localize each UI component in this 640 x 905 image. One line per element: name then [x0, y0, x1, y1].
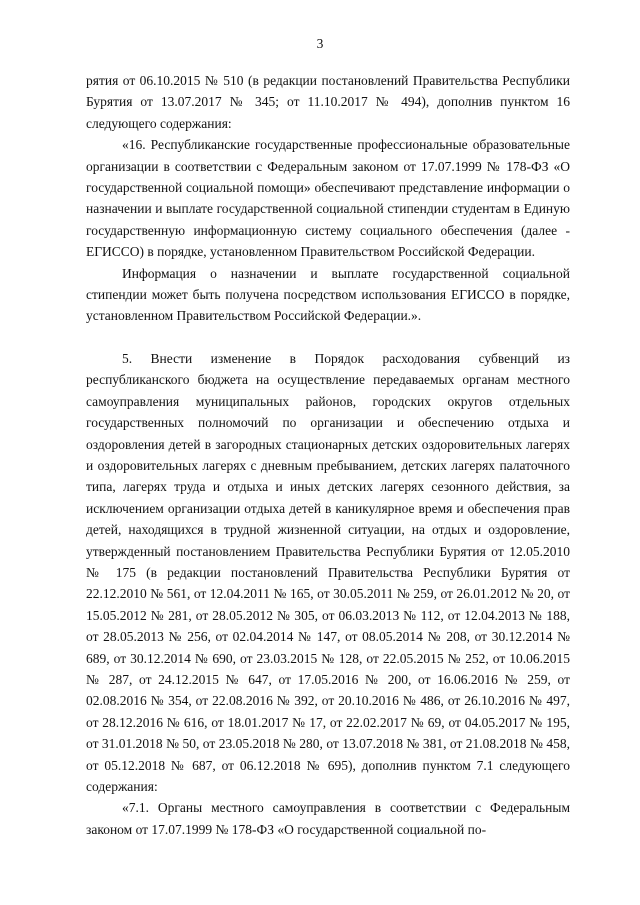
- paragraph-item-5: 5. Внести изменение в Порядок расходования субвенций из республиканского бюджета на осуществление передаваемых органам местного самоуправления муниципальных районов, городских округов отдельных государственных полномочий по организации и обеспечению отдыха и оздоровления детей в загородных стационарных детских оздоровительных лагерях и оздоровительных лагерях с дневным пребыванием, детских лагерях палаточного типа, лагерях труда и отдыха и иных детских лагерях сезонного действия, за исключением организации отдыха детей в каникулярное время и обеспечения прав детей, находящихся в трудной жизненной ситуации, на отдых и оздоровление, утвержденный постановлением Правительства Республики Бурятия от 12.05.2010 № 175 (в редакции постановлений Правительства Республики Бурятия от 22.12.2010 № 561, от 12.04.2011 № 165, от 30.05.2011 № 259, от 26.01.2012 № 20, от 15.05.2012 № 281, от 28.05.2012 № 305, от 06.03.2013 № 112, от 12.04.2013 № 188, от 28.05.2013 № 256, от 02.04.2014 № 147, от 08.05.2014 № 208, от 30.12.2014 № 689, от 30.12.2014 № 690, от 23.03.2015 № 128, от 22.05.2015 № 252, от 10.06.2015 № 287, от 24.12.2015 № 647, от 17.05.2016 № 200, от 16.06.2016 № 259, от 02.08.2016 № 354, от 22.08.2016 № 392, от 20.10.2016 № 486, от 26.10.2016 № 497, от 28.12.2016 № 616, от 18.01.2017 № 17, от 22.02.2017 № 69, от 04.05.2017 № 195, от 31.01.2018 № 50, от 23.05.2018 № 280, от 13.07.2018 № 381, от 21.08.2018 № 458, от 05.12.2018 № 687, от 06.12.2018 № 695), дополнив пунктом 7.1 следующего содержания:: [86, 350, 570, 794]
- paragraph-continuation: рятия от 06.10.2015 № 510 (в редакции постановлений Правительства Республики Бурятия от 13.07.2017 № 345; от 11.10.2017 № 494), дополнив пунктом 16 следующего содержания:: [86, 73, 570, 131]
- paragraph-item-7-1: «7.1. Органы местного самоуправления в соответствии с Федеральным законом от 17.07.1999 № 178-ФЗ «О государственной социальной по-: [86, 800, 570, 837]
- paragraph-item-16: «16. Республиканские государственные профессиональные образовательные организации в соответствии с Федеральным законом от 17.07.1999 № 178-ФЗ «О государственной социальной помощи» обеспечивают представление информации о назначении и выплате государственной социальной стипендии студентам в Единую государственную информационную систему социального обеспечения (далее - ЕГИССО) в порядке, установленном Правительством Российской Федерации.: [86, 137, 570, 260]
- page-number: 3: [316, 36, 324, 51]
- document-body: [86, 70, 570, 840]
- paragraph-egisso-info: Информация о назначении и выплате государственной социальной стипендии может быть получена посредством использования ЕГИССО в порядке, установленном Правительством Российской Федерации.».: [86, 265, 570, 324]
